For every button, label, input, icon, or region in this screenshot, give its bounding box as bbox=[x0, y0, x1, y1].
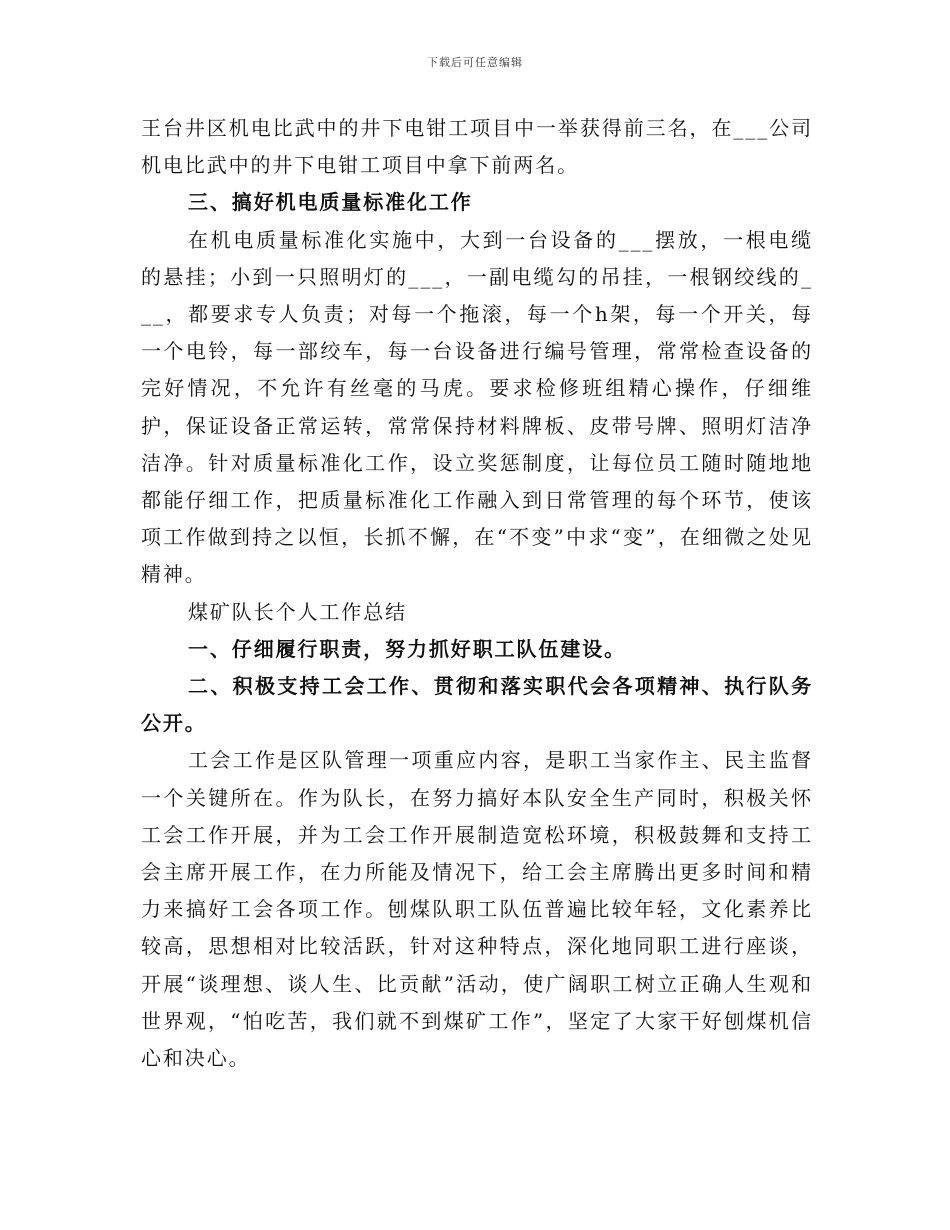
paragraph-quality-standard: 在机电质量标准化实施中，大到一台设备的___摆放，一根电缆的悬挂；小到一只照明灯的___，一副电缆勾的吊挂，一根钢绞线的___，都要求专人负责；对每一个拖滚，每一个h架，每一个开关，每一个电铃，每一部绞车，每一台设备进行编号管理，常常检查设备的完好情况，不允许有丝毫的马虎。要求检修班组精心操作，仔细维护，保证设备正常运转，常常保持材料牌板、皮带号牌、照明灯洁净洁净。针对质量标准化工作，设立奖惩制度，让每位员工随时随地地都能仔细工作，把质量标准化工作融入到日常管理的每个环节，使该项工作做到持之以恒，长抓不懈，在“不变”中求“变”，在细微之处见精神。 bbox=[141, 227, 813, 587]
paragraph-continuation: 王台井区机电比武中的井下电钳工项目中一举获得前三名，在___公司机电比武中的井下电钳工项目中拿下前两名。 bbox=[141, 116, 813, 178]
page-header: 下载后可任意编辑 bbox=[427, 56, 523, 69]
document-body bbox=[141, 110, 813, 1077]
document-title: 煤矿队长个人工作总结 bbox=[188, 599, 407, 624]
section-heading-2: 二、积极支持工会工作、贯彻和落实职代会各项精神、执行队务公开。 bbox=[141, 674, 813, 736]
section-heading-1: 一、仔细履行职责，努力抓好职工队伍建设。 bbox=[188, 636, 626, 661]
paragraph-union-work: 工会工作是区队管理一项重应内容，是职工当家作主、民主监督一个关键所在。作为队长，在努力搞好本队安全生产同时，积极关怀工会工作开展，并为工会工作开展制造宽松环境，积极鼓舞和支持工会主席开展工作，在力所能及情况下，给工会主席腾出更多时间和精力来搞好工会各项工作。刨煤队职工队伍普遍比较年轻，文化素养比较高，思想相对比较活跃，针对这种特点，深化地同职工进行座谈，开展“谈理想、谈人生、比贡献”活动，使广阔职工树立正确人生观和世界观，“怕吃苦，我们就不到煤矿工作”，坚定了大家干好刨煤机信心和决心。 bbox=[141, 748, 813, 1071]
section-heading-3: 三、搞好机电质量标准化工作 bbox=[188, 190, 473, 215]
